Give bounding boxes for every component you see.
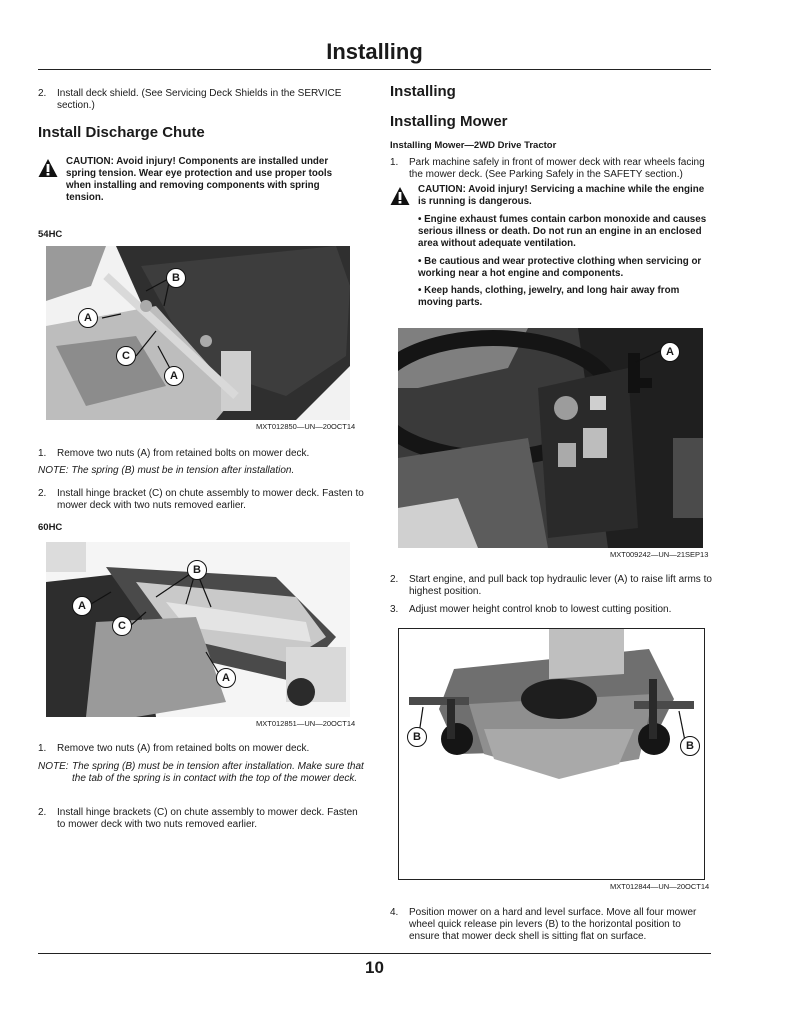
- warning-bullet-hot-engine: • Be cautious and wear protective clothing when servicing or working near a hot engine and components.: [418, 256, 702, 279]
- section-title-discharge-chute: Install Discharge Chute: [38, 124, 205, 141]
- callout-a: A: [78, 308, 98, 328]
- step-text: Position mower on a hard and level surface. Move all four mower wheel quick release pin levers (B) to the horizontal position to ensure that mower deck shell is sitting flat on surface.: [409, 907, 697, 942]
- subsection-title-2wd: Installing Mower—2WD Drive Tractor: [390, 140, 557, 151]
- header-rule: [38, 69, 711, 70]
- step-number: 4.: [390, 907, 399, 918]
- callout-c: C: [112, 616, 132, 636]
- caution-text: CAUTION: Avoid injury! Servicing a machine while the engine is running is dangerous.: [418, 184, 705, 207]
- step-start-engine: [390, 574, 713, 598]
- step-text: Park machine safely in front of mower deck with rear wheels facing the mower deck. (See Parking Safely in the SAFETY section.): [409, 157, 705, 180]
- step-number: 1.: [390, 157, 399, 168]
- figure-caption: MXT009242—UN—21SEP13: [610, 550, 709, 559]
- model-label-60hc: 60HC: [38, 522, 63, 533]
- step-position-mower: [390, 907, 713, 943]
- caution-block: [390, 184, 710, 208]
- figure-mower-deck: [398, 628, 705, 880]
- note-spring-tension-60: [38, 761, 364, 785]
- callout-b: B: [680, 736, 700, 756]
- callout-a: A: [660, 342, 680, 362]
- footer-rule: [38, 953, 711, 954]
- step-number: 1.: [38, 743, 47, 754]
- page-title: Installing: [326, 39, 423, 64]
- step-text: Install deck shield. (See Servicing Deck Shields in the SERVICE section.): [57, 88, 342, 111]
- note-spring-tension-54: NOTE: The spring (B) must be in tension after installation.: [38, 465, 295, 476]
- step-number: 3.: [390, 604, 399, 615]
- section-title-installing-mower: Installing Mower: [390, 113, 508, 130]
- callout-b: B: [187, 560, 207, 580]
- callout-b: B: [166, 268, 186, 288]
- step-text: Install hinge bracket (C) on chute assembly to mower deck. Fasten to mower deck with two nuts removed earlier.: [57, 488, 364, 511]
- step-park-machine: [390, 157, 713, 181]
- step-text: Adjust mower height control knob to lowest cutting position.: [409, 604, 672, 615]
- note-text: The spring (B) must be in tension after installation. Make sure that the tab of the spring is in contact with the top of the mower deck.: [72, 761, 364, 784]
- step-text: Start engine, and pull back top hydraulic lever (A) to raise lift arms to highest position.: [409, 574, 712, 597]
- note-prefix: NOTE:: [38, 761, 69, 772]
- step-text: Remove two nuts (A) from retained bolts on mower deck.: [57, 448, 310, 459]
- step-install-hinge-54: [38, 488, 364, 512]
- warning-triangle-icon: [390, 186, 410, 206]
- step-remove-nuts-60: [38, 743, 364, 755]
- step-number: 2.: [38, 488, 47, 499]
- page-number: 10: [365, 958, 384, 977]
- figure-60hc-chute: [46, 542, 350, 717]
- callout-a: A: [164, 366, 184, 386]
- callout-c: C: [116, 346, 136, 366]
- figure-caption: MXT012851—UN—20OCT14: [256, 719, 356, 728]
- figure-caption: MXT012844—UN—20OCT14: [610, 882, 710, 891]
- warning-bullet-exhaust: • Engine exhaust fumes contain carbon monoxide and causes serious illness or death. Do not run an engine in an enclosed area without adequate ventilation.: [418, 214, 707, 249]
- figure-54hc-chute: [46, 246, 350, 420]
- callout-a: A: [216, 668, 236, 688]
- step-number: 1.: [38, 448, 47, 459]
- step-remove-nuts-54: [38, 448, 364, 460]
- step-number: 2.: [390, 574, 399, 585]
- step-text: Remove two nuts (A) from retained bolts on mower deck.: [57, 743, 310, 754]
- step-text: Install hinge brackets (C) on chute assembly to mower deck. Fasten to mower deck with two nuts removed earlier.: [57, 807, 358, 830]
- step-install-deck-shield: [38, 88, 364, 112]
- step-number: 2.: [38, 88, 47, 99]
- figure-caption: MXT012850—UN—20OCT14: [256, 422, 356, 431]
- caution-block: [38, 156, 356, 204]
- callout-b: B: [407, 727, 427, 747]
- figure-hydraulic-lever: [398, 328, 703, 548]
- step-install-hinge-60: [38, 807, 364, 831]
- callout-a: A: [72, 596, 92, 616]
- warning-bullet-moving-parts: • Keep hands, clothing, jewelry, and long hair away from moving parts.: [418, 285, 680, 308]
- caution-text: CAUTION: Avoid injury! Components are installed under spring tension. Wear eye protection and use proper tools when installing and removing components with spring tension.: [66, 156, 333, 203]
- section-title-installing: Installing: [390, 83, 456, 100]
- model-label-54hc: 54HC: [38, 229, 63, 240]
- step-adjust-height: [390, 604, 713, 616]
- warning-triangle-icon: [38, 158, 58, 178]
- step-number: 2.: [38, 807, 47, 818]
